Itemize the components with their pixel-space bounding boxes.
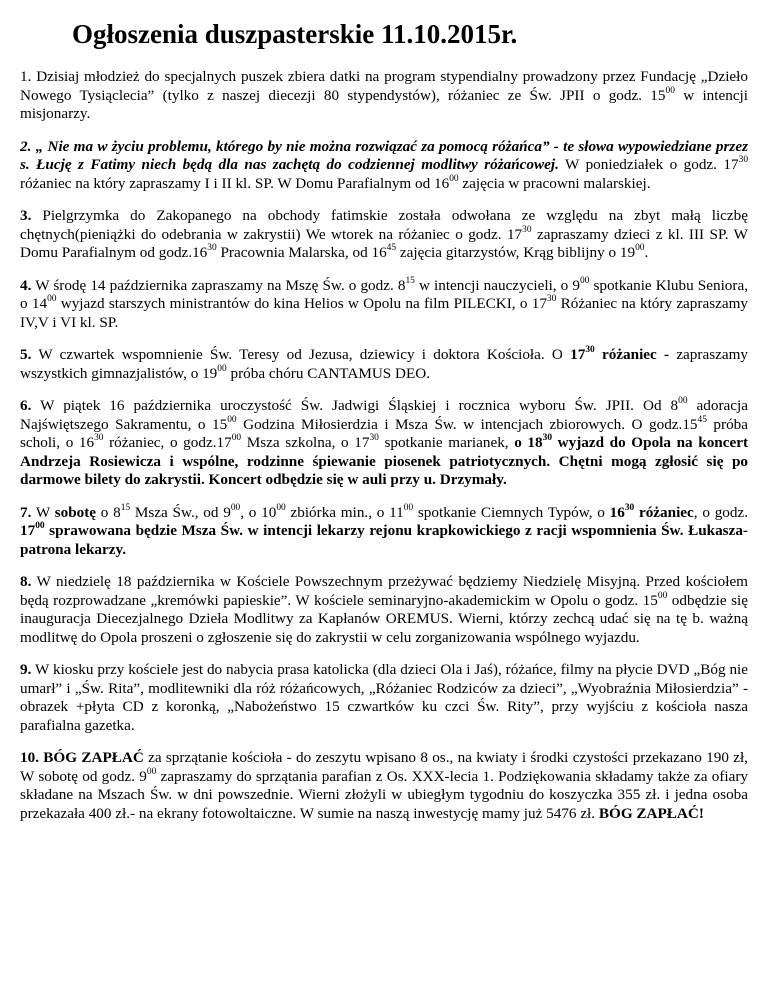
text-run: Różaniec na który zapraszamy IV,V i VI kl. SP. (20, 295, 748, 331)
text-run: 1. Dzisiaj młodzież do specjalnych puszek zbiera datki na program stypendialny prowadzony przez Fundację „Dzieło Nowego Tysiąclecia” (tylko z naszej diecezji 80 stypendystów), różaniec ze Św. JPII o godz. 15 (20, 68, 748, 104)
text-run: próba scholi, o 16 (20, 415, 749, 451)
text-run: 6. (20, 397, 32, 414)
text-run: zapraszamy do sprzątania parafian z Os. XXX-lecia 1. Podziękowania składamy także za ofiary składane na Mszach Św. w dni powszednie. Wierni złożyli w ubiegłym tygodniu do koszyczka 355 zł. i jedna osoba przekazała 400 zł.- na ekrany fotowoltaiczne. W sumie na naszą inwestycję mamy już 5476 zł. (20, 767, 748, 822)
text-run: zajęcia gitarzystów, Krąg biblijny o 19 (396, 244, 636, 261)
announcement-p7 (20, 504, 748, 560)
text-run: zapraszamy wszystkich gimnazjalistów, o 19 (20, 346, 748, 382)
text-run: 9. (20, 661, 32, 678)
text-run: 8. (20, 573, 32, 590)
text-run: próba chóru CANTAMUS DEO. (226, 364, 431, 382)
text-run: W niedzielę 18 października w Kościele Powszechnym przeżywać będziemy Niedzielę Misyjną. Przed kościołem będą rozprowadzane „kremówki papieskie”. W kościele seminaryjno-akademickim w Opolu o godz. 15 (20, 573, 748, 609)
text-run: 30 (207, 243, 217, 254)
text-run: w intencji misjonarzy. (20, 86, 748, 122)
text-run: 15 (120, 502, 131, 513)
text-run: spotkanie Ciemnych Typów, o (413, 503, 610, 521)
text-run: . (644, 244, 649, 261)
text-run: 30 (585, 345, 595, 356)
text-run: 00 (231, 433, 242, 444)
text-run: 00 (230, 502, 241, 513)
text-run: różaniec - (594, 346, 670, 363)
text-run: 3. (20, 207, 32, 224)
text-run: 30 (94, 433, 104, 444)
text-run: 30 (624, 502, 635, 513)
text-run: 7. (20, 503, 32, 521)
text-run: W poniedziałek o godz. 17 (558, 156, 739, 173)
text-run: 00 (276, 502, 286, 513)
text-run: odbędzie się inauguracja Diecezjalnego Dzieła Modlitwy za Kapłanów OREMUS. Wierni, którzy zechcą udać się na tę b. ważną modlitwę do Opola proszeni o zgłoszenie się do zakrystii w celu zorganizowania wspólnego wyjazdu. (20, 591, 748, 646)
text-run: sprawowana będzie Msza Św. w intencji lekarzy rejonu krapkowickiego z racji wspomnienia Św. Łukasza-patrona lekarzy. (20, 522, 748, 558)
text-run: 00 (47, 294, 57, 305)
text-run: w intencji nauczycieli, o 9 (414, 276, 580, 294)
text-run: za sprzątanie kościoła - do zeszytu wpisano 8 os., na kwiaty i środki czystości przekazano 190 zł, W sobotę od godz. 9 (20, 749, 748, 785)
text-run: 00 (227, 414, 237, 425)
text-run: różaniec na który zapraszamy I i II kl. SP. W Domu Parafialnym od 16 (20, 174, 450, 192)
text-run: Msza Św., od 9 (130, 503, 231, 521)
text-run: różaniec, o godz.17 (103, 434, 232, 451)
text-run: Pracownia Malarska, od 16 (216, 244, 387, 261)
text-run: 00 (665, 85, 675, 96)
text-run: zajęcia w pracowni malarskiej. (458, 174, 651, 192)
text-run: 17 (20, 522, 36, 539)
announcement-p1 (20, 68, 748, 124)
text-run: 4. (20, 276, 32, 294)
text-run: spotkanie Klubu Seniora, o 14 (20, 276, 748, 312)
text-run: 00 (449, 173, 459, 184)
text-run: Msza szkolna, o 17 (241, 434, 370, 451)
announcement-p9 (20, 661, 748, 735)
announcements-body (20, 68, 748, 837)
text-run: 10. BÓG ZAPŁAĆ (20, 749, 144, 766)
text-run: 45 (386, 243, 397, 254)
text-run: 16 (609, 503, 625, 521)
announcement-p6 (20, 397, 748, 490)
text-run: 00 (35, 521, 45, 532)
text-run: W kiosku przy kościele jest do nabycia prasa katolicka (dla dzieci Ola i Jaś), różańce, filmy na płycie DVD „Bóg nie umarł” i „Św. Rita”, modlitewniki dla róż różańcowych, „Różaniec Rodziców za dzieci”, „Wyobraźnia Miłosierdzia” - obrazek +płyta CD z koronką, „Nabożeństwo 15 czwartków ku czci Św. Rity”, przy wyjściu z kościoła nasza parafialna gazetka. (20, 661, 748, 734)
text-run: 30 (369, 433, 379, 444)
text-run: 5. (20, 346, 32, 363)
text-run: 30 (738, 155, 749, 166)
text-run: , o godz. (693, 503, 749, 521)
announcement-p3 (20, 207, 748, 263)
page-title: Ogłoszenia duszpasterskie 11.10.2015r. (72, 19, 518, 49)
text-run: 00 (657, 590, 668, 601)
text-run: Pielgrzymka do Zakopanego na obchody fatimskie została odwołana ze względu na zbyt małą liczbę chętnych(pieniążki do odebrania w zakrystii) We wtorek na różaniec o godz. 17 (20, 207, 748, 243)
text-run: różaniec (634, 503, 694, 521)
text-run: 30 (546, 294, 557, 305)
text-run: 00 (579, 275, 590, 286)
text-run: , o 10 (240, 503, 277, 521)
text-run: zapraszamy dzieci z kl. III SP. W Domu Parafialnym od godz.16 (20, 225, 748, 261)
announcement-p2 (20, 138, 748, 194)
text-run: 00 (146, 766, 157, 777)
announcement-p4 (20, 277, 748, 333)
text-run: W (31, 503, 55, 521)
text-run: adoracja Najświętszego Sakramentu, o 15 (20, 397, 748, 433)
text-run: BÓG ZAPŁAĆ! (598, 804, 704, 822)
text-run: o 18 (514, 434, 543, 451)
text-run: Godzina Miłosierdzia i Msza Św. w intencjach zbiorowych. O godz.15 (236, 415, 698, 433)
text-run: 00 (403, 502, 414, 513)
text-run: 45 (697, 414, 707, 425)
text-run: 2. „ Nie ma w życiu problemu, którego by nie można rozwiązać za pomocą różańca” - te słowa wypowiedziane przez s. Łucję z Fatimy niech będą dla nas zachętą do codziennej modlitwy różańcowej. (20, 137, 748, 173)
text-run: zbiórka min., o 11 (285, 503, 404, 521)
text-run: W czwartek wspomnienie Św. Teresy od Jezusa, dziewicy i doktora Kościoła. O (31, 346, 571, 363)
text-run: 00 (635, 243, 645, 254)
text-run: wyjazd starszych ministrantów do kina Helios w Opolu na film PILECKI, o 17 (56, 295, 547, 312)
text-run: 15 (405, 275, 415, 286)
text-run: 17 (570, 346, 586, 363)
announcement-p5 (20, 346, 748, 383)
text-run: 30 (522, 224, 532, 235)
text-run: o 8 (96, 503, 121, 521)
text-run: W piątek 16 października uroczystość Św. Jadwigi Śląskiej i rocznica wyboru Św. JPII. Od 8 (31, 397, 679, 414)
text-run: 00 (678, 396, 688, 407)
text-run: 00 (217, 363, 227, 374)
text-run: 30 (542, 433, 553, 444)
text-run: wyjazd do Opola na koncert Andrzeja Rosiewicza i wspólne, rodzinne śpiewanie piosenek patriotycznych. Chętni mogą zgłosić się po darmowe bilety do zakrystii. Koncert odbędzie się w auli przy u. Drzymały. (20, 434, 749, 488)
text-run: sobotę (54, 503, 97, 521)
text-run: W środę 14 października zapraszamy na Mszę Św. o godz. 8 (31, 276, 406, 294)
text-run: spotkanie marianek, (378, 434, 515, 451)
announcement-p10 (20, 749, 748, 823)
announcement-p8 (20, 573, 748, 647)
